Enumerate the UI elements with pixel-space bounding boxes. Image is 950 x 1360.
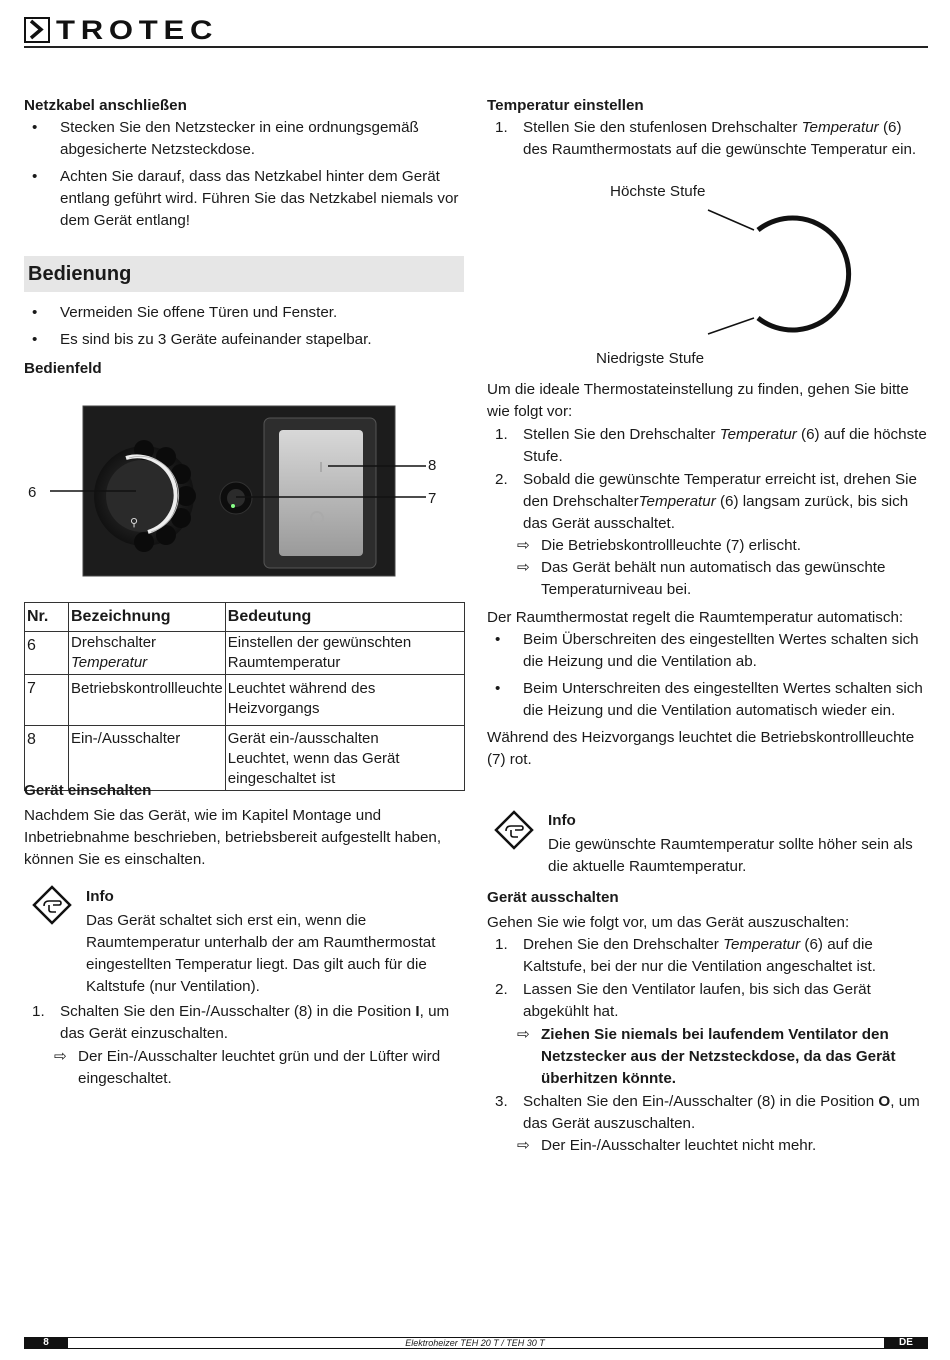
step-text: Temperatur (801, 119, 879, 136)
step-text: , um das Gerät einzuschalten. (60, 1003, 450, 1042)
result-item (487, 557, 927, 601)
components-table (24, 602, 465, 791)
control-panel-photo (24, 400, 444, 585)
header-rule (24, 46, 928, 48)
label-niedrigste: Niedrigste Stufe (596, 350, 705, 367)
table-cell (225, 632, 464, 675)
result-text: Der Ein-/Ausschalter leuchtet nicht mehr. (541, 1137, 817, 1154)
svg-text:⚲: ⚲ (130, 516, 139, 529)
table-cell: 8 (25, 726, 69, 791)
heading-bedienfeld: Bedienfeld (24, 360, 102, 377)
aus-text: Gehen Sie wie folgt vor, um das Gerät auszuschalten: (487, 914, 850, 931)
list-item (487, 117, 927, 161)
callout-6: 6 (28, 484, 37, 501)
step-number: 2. (495, 981, 508, 998)
section-bedienung (24, 302, 464, 380)
page-number: 8 (24, 1337, 68, 1349)
table-header: Bedeutung (225, 603, 464, 632)
list-item: • Beim Unterschreiten des eingestellten Wertes schalten sich die Heizung und die Ventilation automatisch wieder ein. (487, 678, 927, 722)
table-cell (69, 632, 226, 675)
indicator-lamp (220, 482, 252, 514)
heading-netzkabel: Netzkabel anschließen (24, 97, 187, 114)
step-text: (6) auf die Kaltstufe, bei der nur die Ventilation angeschaltet ist. (523, 936, 876, 975)
info-hand-icon (494, 810, 534, 850)
heading-temperatur: Temperatur einstellen (487, 97, 644, 114)
section-ausschalten (487, 887, 927, 1157)
warning-text: Ziehen Sie niemals bei laufendem Ventilator den Netzstecker aus der Netzsteckdose, da das Gerät überhitzen könnte. (541, 1026, 896, 1087)
info-text: Das Gerät schaltet sich erst ein, wenn die Raumtemperatur unterhalb der am Raumthermostat eingestellten Temperatur liegt. Das gilt auch für die Kaltstufe (nur Ventilation). (86, 912, 436, 995)
heiz-text: Während des Heizvorgangs leuchtet die Betriebskontrollleuchte (7) rot. (487, 729, 915, 768)
step-text: Temperatur (638, 493, 716, 510)
step-number: 3. (495, 1093, 508, 1110)
result-item (24, 1046, 464, 1090)
warning-item (487, 1024, 927, 1090)
table-cell: Ein-/Ausschalter (69, 726, 226, 791)
result-text: Der Ein-/Ausschalter leuchtet grün und der Lüfter wird eingeschaltet. (78, 1048, 441, 1087)
callout-7: 7 (428, 490, 437, 507)
step-text: Schalten Sie den Ein-/Ausschalter (8) in die Position (523, 1093, 879, 1110)
callout-8: 8 (428, 457, 437, 474)
list-item (487, 424, 927, 468)
result-text: Die Betriebskontrollleuchte (7) erlischt. (541, 537, 801, 554)
step-text: Temperatur (723, 936, 801, 953)
step-text: Temperatur (719, 426, 797, 443)
step-text: Sobald die gewünschte Temperatur erreicht ist, drehen Sie den Drehschalter (523, 471, 917, 510)
cell-text: Raumtemperatur (227, 654, 341, 671)
dial-diagram (700, 200, 880, 350)
arrow-right-icon: ⇨ (517, 537, 530, 554)
section-netzkabel (24, 95, 464, 232)
info-title: Info (548, 812, 576, 829)
result-item (487, 1135, 927, 1157)
step-number: 1. (495, 119, 508, 136)
label-hoechste: Höchste Stufe (610, 183, 706, 200)
table-cell: 7 (25, 675, 69, 726)
table-cell: 6 (25, 632, 69, 675)
list-item: • Beim Überschreiten des eingestellten Wertes schalten sich die Heizung und die Ventilation ab. (487, 629, 927, 673)
einschalten-text: Nachdem Sie das Gerät, wie im Kapitel Montage und Inbetriebnahme beschrieben, betriebsbereit aufgestellt haben, können Sie es einschalten. (24, 807, 442, 868)
arrow-right-icon: ⇨ (54, 1048, 67, 1065)
info-hand-icon (32, 885, 72, 925)
info-title: Info (86, 888, 114, 905)
brand-logo (24, 15, 219, 45)
step-einschalten (24, 1001, 464, 1090)
list-item (487, 979, 927, 1023)
step-number: 2. (495, 471, 508, 488)
info-box-right (548, 810, 928, 878)
heading-bedienung: Bedienung (28, 263, 132, 285)
step-text: Lassen Sie den Ventilator laufen, bis sich das Gerät abgekühlt hat. (523, 981, 871, 1020)
info-text: Die gewünschte Raumtemperatur sollte höher sein als die aktuelle Raumtemperatur. (548, 836, 913, 875)
step-text: Stellen Sie den Drehschalter (523, 426, 720, 443)
ideal-text: Um die ideale Thermostateinstellung zu finden, gehen Sie bitte wie folgt vor: (487, 381, 909, 420)
table-header-row (25, 603, 465, 632)
section-einschalten (24, 780, 464, 871)
list-item (24, 1001, 464, 1045)
step-number: 1. (495, 426, 508, 443)
step-text: , um das Gerät auszuschalten. (523, 1093, 920, 1132)
list-item: • Stecken Sie den Netzstecker in eine ordnungsgemäß abgesicherte Netzsteckdose. (24, 117, 464, 161)
step-number: 1. (495, 936, 508, 953)
step-text: (6) langsam zurück, bis sich das Gerät ausschaltet. (523, 493, 909, 532)
list-item: • Vermeiden Sie offene Türen und Fenster. (24, 302, 464, 324)
cell-text: Gerät ein-/ausschalten (227, 730, 379, 747)
step-text: Stellen Sie den stufenlosen Drehschalter (523, 119, 802, 136)
table-header: Nr. (25, 603, 69, 632)
table-header: Bezeichnung (69, 603, 226, 632)
footer-title: Elektroheizer TEH 20 T / TEH 30 T (405, 1338, 545, 1348)
list-item: • Es sind bis zu 3 Geräte aufeinander stapelbar. (24, 329, 464, 351)
info-box-left (86, 886, 466, 998)
list-item: • Achten Sie darauf, dass das Netzkabel hinter dem Gerät entlang geführt wird. Führen Sie das Netzkabel niemals vor dem Gerät entlang! (24, 166, 464, 232)
step-number: 1. (32, 1003, 45, 1020)
on-off-switch (264, 418, 376, 568)
trotec-logo-icon (24, 17, 50, 43)
language-code: DE (884, 1337, 928, 1349)
arrow-right-icon: ⇨ (517, 559, 530, 576)
heading-einschalten: Gerät einschalten (24, 782, 152, 799)
list-item (487, 1091, 927, 1135)
step-text: I (415, 1003, 420, 1020)
section-ideal (487, 379, 927, 771)
list-item (487, 934, 927, 978)
section-temperatur (487, 95, 927, 161)
table-row (25, 632, 465, 675)
brand-name: TROTEC (56, 15, 219, 45)
heading-ausschalten: Gerät ausschalten (487, 889, 619, 906)
result-item (487, 535, 927, 557)
cell-text: eingeschaltet ist (227, 770, 336, 787)
list-item (487, 469, 927, 535)
arrow-right-icon: ⇨ (517, 1137, 530, 1154)
table-row (25, 675, 465, 726)
section-header-bedienung (24, 256, 464, 292)
thermo-text: Der Raumthermostat regelt die Raumtemperatur automatisch: (487, 609, 904, 626)
step-text: Schalten Sie den Ein-/Ausschalter (8) in die Position (60, 1003, 416, 1020)
step-text: Drehen Sie den Drehschalter (523, 936, 724, 953)
table-cell: Betriebskontrollleuchte (69, 675, 226, 726)
step-text: O (878, 1093, 891, 1110)
arrow-right-icon: ⇨ (517, 1026, 530, 1043)
cell-text: Drehschalter (71, 634, 157, 651)
step-text: (6) auf die höchste Stufe. (523, 426, 927, 465)
cell-text: Einstellen der gewünschten (227, 634, 412, 651)
cell-text: Temperatur (71, 654, 148, 671)
cell-text: Leuchtet, wenn das Gerät (227, 750, 400, 767)
result-text: Das Gerät behält nun automatisch das gewünschte Temperaturniveau bei. (541, 559, 886, 598)
table-cell: Leuchtet während des Heizvorgangs (225, 675, 464, 726)
step-text: (6) des Raumthermostats auf die gewünschte Temperatur ein. (523, 119, 917, 158)
